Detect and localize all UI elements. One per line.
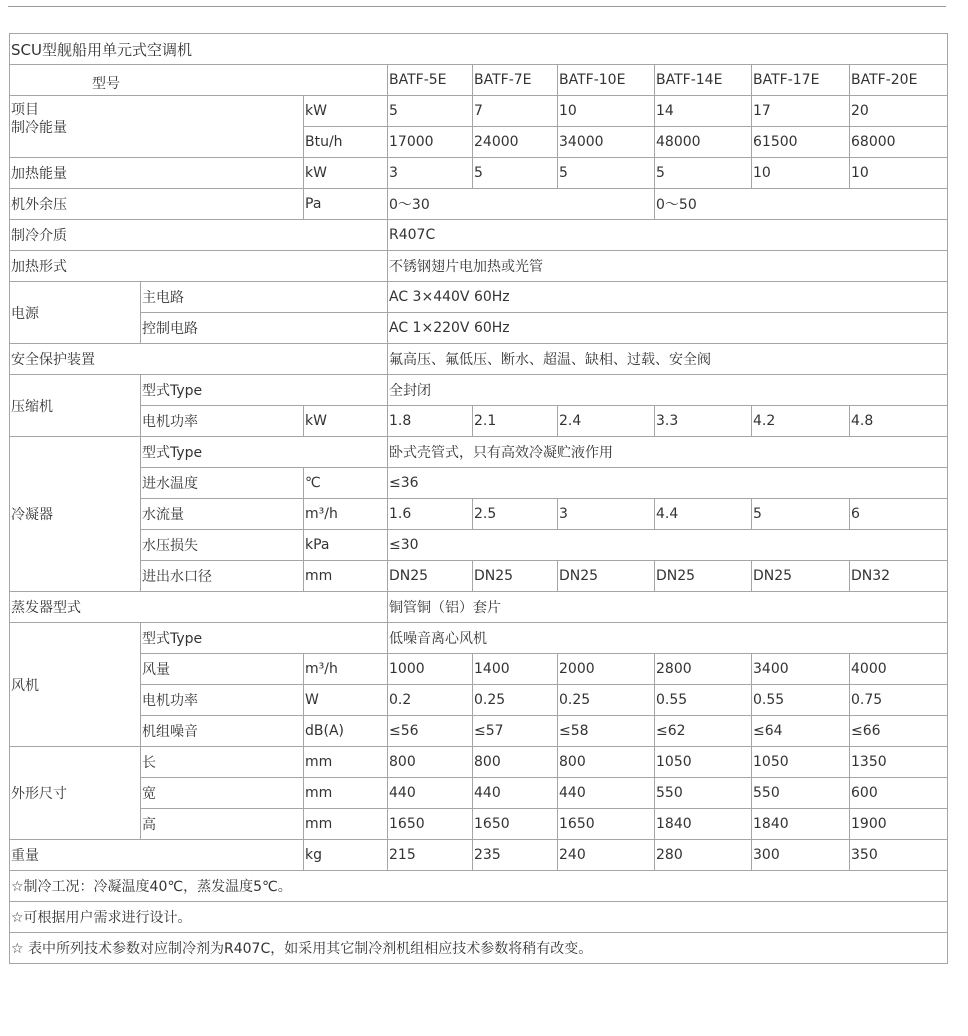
value-cell: 10 (752, 158, 850, 189)
unit-cell: kW (304, 96, 388, 127)
value-cell: 0.55 (752, 685, 850, 716)
unit-cell: Btu/h (304, 127, 388, 158)
value-cell: 48000 (655, 127, 752, 158)
value-cell: AC 1×220V 60Hz (388, 313, 948, 344)
value-cell: 68000 (850, 127, 948, 158)
unit-cell: Pa (304, 189, 388, 220)
value-cell: 2800 (655, 654, 752, 685)
sub-label: 进出水口径 (141, 561, 304, 592)
value-cell: 0～50 (655, 189, 948, 220)
model-name: BATF-5E (388, 65, 473, 96)
table-row (10, 809, 948, 840)
value-cell: 300 (752, 840, 850, 871)
value-cell: 235 (473, 840, 558, 871)
value-cell: AC 3×440V 60Hz (388, 282, 948, 313)
value-cell: 34000 (558, 127, 655, 158)
table-row (10, 623, 948, 654)
table-row (10, 561, 948, 592)
unit-cell: m³/h (304, 499, 388, 530)
value-cell: 17 (752, 96, 850, 127)
unit-cell: kW (304, 406, 388, 437)
value-cell: 7 (473, 96, 558, 127)
value-cell: 1650 (388, 809, 473, 840)
sub-label: 进水温度 (141, 468, 304, 499)
refrigerant-label: 制冷介质 (10, 220, 388, 251)
footnote-row (10, 871, 948, 902)
value-cell: 2000 (558, 654, 655, 685)
value-cell: 氟高压、氟低压、断水、超温、缺相、过载、安全阀 (388, 344, 948, 375)
value-cell: 0.2 (388, 685, 473, 716)
value-cell: 17000 (388, 127, 473, 158)
value-cell: 5 (752, 499, 850, 530)
pressure-label: 机外余压 (10, 189, 304, 220)
value-cell: 铜管铜（铝）套片 (388, 592, 948, 623)
sub-label: 风量 (141, 654, 304, 685)
sub-label: 型式Type (141, 375, 388, 406)
value-cell: 0.25 (558, 685, 655, 716)
value-cell: 600 (850, 778, 948, 809)
value-cell: 卧式壳管式，只有高效冷凝贮液作用 (388, 437, 948, 468)
safety-label: 安全保护装置 (10, 344, 388, 375)
value-cell: 4.8 (850, 406, 948, 437)
value-cell: 1.8 (388, 406, 473, 437)
table-row (10, 158, 948, 189)
model-name: BATF-7E (473, 65, 558, 96)
value-cell: 5 (473, 158, 558, 189)
table-row (10, 778, 948, 809)
value-cell: ≤36 (388, 468, 948, 499)
value-cell: ≤58 (558, 716, 655, 747)
value-cell: 5 (558, 158, 655, 189)
table-row (10, 685, 948, 716)
value-cell: 5 (655, 158, 752, 189)
unit-cell: mm (304, 778, 388, 809)
footnote-refrigerant: ☆ 表中所列技术参数对应制冷剂为R407C，如采用其它制冷剂机组相应技术参数将稍有改变。 (10, 933, 948, 964)
value-cell: 240 (558, 840, 655, 871)
value-cell: 1900 (850, 809, 948, 840)
condenser-label: 冷凝器 (10, 437, 141, 592)
value-cell: 不锈钢翅片电加热或光管 (388, 251, 948, 282)
value-cell: ≤66 (850, 716, 948, 747)
table-row (10, 499, 948, 530)
value-cell: DN25 (655, 561, 752, 592)
footnote-row (10, 933, 948, 964)
unit-cell: W (304, 685, 388, 716)
model-name: BATF-17E (752, 65, 850, 96)
value-cell: ≤62 (655, 716, 752, 747)
value-cell: 0.25 (473, 685, 558, 716)
unit-cell: mm (304, 809, 388, 840)
value-cell: ≤56 (388, 716, 473, 747)
sub-label: 主电路 (141, 282, 388, 313)
evaporator-label: 蒸发器型式 (10, 592, 388, 623)
unit-cell: ℃ (304, 468, 388, 499)
model-name: BATF-10E (558, 65, 655, 96)
value-cell: 1650 (558, 809, 655, 840)
fan-label: 风机 (10, 623, 141, 747)
table-row (10, 716, 948, 747)
value-cell: 24000 (473, 127, 558, 158)
value-cell: ≤30 (388, 530, 948, 561)
table-title: SCU型舰船用单元式空调机 (10, 34, 948, 65)
unit-cell: m³/h (304, 654, 388, 685)
sub-label: 控制电路 (141, 313, 388, 344)
table-row (10, 96, 948, 127)
value-cell: 550 (655, 778, 752, 809)
heating-type-label: 加热形式 (10, 251, 388, 282)
value-cell: 4.2 (752, 406, 850, 437)
value-cell: 1.6 (388, 499, 473, 530)
compressor-label: 压缩机 (10, 375, 141, 437)
value-cell: 全封闭 (388, 375, 948, 406)
value-cell: 4000 (850, 654, 948, 685)
unit-cell: dB(A) (304, 716, 388, 747)
value-cell: 0～30 (388, 189, 655, 220)
unit-cell: mm (304, 561, 388, 592)
table-row (10, 406, 948, 437)
value-cell: R407C (388, 220, 948, 251)
title-row (10, 34, 948, 65)
value-cell: 6 (850, 499, 948, 530)
unit-cell: kW (304, 158, 388, 189)
spec-table (9, 33, 948, 964)
table-row (10, 747, 948, 778)
sub-label: 电机功率 (141, 406, 304, 437)
model-name: BATF-20E (850, 65, 948, 96)
value-cell: 440 (473, 778, 558, 809)
value-cell: 800 (473, 747, 558, 778)
value-cell: 10 (558, 96, 655, 127)
footnote-row (10, 902, 948, 933)
table-row (10, 437, 948, 468)
value-cell: 800 (558, 747, 655, 778)
table-row (10, 654, 948, 685)
table-row (10, 282, 948, 313)
value-cell: 3400 (752, 654, 850, 685)
table-row (10, 375, 948, 406)
value-cell: ≤64 (752, 716, 850, 747)
value-cell: 1000 (388, 654, 473, 685)
table-row (10, 840, 948, 871)
value-cell: 1650 (473, 809, 558, 840)
value-cell: 1050 (752, 747, 850, 778)
value-cell: 低噪音离心风机 (388, 623, 948, 654)
value-cell: 61500 (752, 127, 850, 158)
table-row (10, 220, 948, 251)
dimensions-label: 外形尺寸 (10, 747, 141, 840)
value-cell: 20 (850, 96, 948, 127)
value-cell: 10 (850, 158, 948, 189)
unit-cell: kPa (304, 530, 388, 561)
value-cell: 1840 (752, 809, 850, 840)
table-row (10, 344, 948, 375)
value-cell: ≤57 (473, 716, 558, 747)
value-cell: 350 (850, 840, 948, 871)
value-cell: 1840 (655, 809, 752, 840)
value-cell: 800 (388, 747, 473, 778)
value-cell: 2.4 (558, 406, 655, 437)
unit-cell: mm (304, 747, 388, 778)
sub-label: 高 (141, 809, 304, 840)
value-cell: 0.75 (850, 685, 948, 716)
footnote-working-condition: ☆制冷工况：冷凝温度40℃，蒸发温度5℃。 (10, 871, 948, 902)
table-row (10, 251, 948, 282)
table-row (10, 592, 948, 623)
value-cell: DN25 (558, 561, 655, 592)
table-row (10, 468, 948, 499)
unit-cell: kg (304, 840, 388, 871)
sub-label: 水压损失 (141, 530, 304, 561)
value-cell: 3 (558, 499, 655, 530)
value-cell: 215 (388, 840, 473, 871)
value-cell: 280 (655, 840, 752, 871)
value-cell: DN32 (850, 561, 948, 592)
value-cell: 440 (558, 778, 655, 809)
header-row (10, 65, 948, 96)
value-cell: 3 (388, 158, 473, 189)
sub-label: 长 (141, 747, 304, 778)
value-cell: DN25 (752, 561, 850, 592)
heating-label: 加热能量 (10, 158, 304, 189)
sub-label: 型式Type (141, 623, 388, 654)
model-header-label: 型号 (92, 76, 120, 92)
value-cell: 3.3 (655, 406, 752, 437)
sub-label: 机组噪音 (141, 716, 304, 747)
cooling-label: 制冷能量 (10, 96, 304, 158)
value-cell: 14 (655, 96, 752, 127)
value-cell: 5 (388, 96, 473, 127)
value-cell: DN25 (473, 561, 558, 592)
weight-label: 重量 (10, 840, 304, 871)
value-cell: 440 (388, 778, 473, 809)
value-cell: 2.5 (473, 499, 558, 530)
value-cell: 1050 (655, 747, 752, 778)
sub-label: 水流量 (141, 499, 304, 530)
table-row (10, 189, 948, 220)
value-cell: 4.4 (655, 499, 752, 530)
value-cell: 1400 (473, 654, 558, 685)
table-row (10, 313, 948, 344)
value-cell: 550 (752, 778, 850, 809)
table-row (10, 530, 948, 561)
model-name: BATF-14E (655, 65, 752, 96)
sub-label: 电机功率 (141, 685, 304, 716)
value-cell: DN25 (388, 561, 473, 592)
top-divider (8, 6, 946, 7)
footnote-custom-design: ☆可根据用户需求进行设计。 (10, 902, 948, 933)
value-cell: 1350 (850, 747, 948, 778)
power-label: 电源 (10, 282, 141, 344)
value-cell: 0.55 (655, 685, 752, 716)
sub-label: 宽 (141, 778, 304, 809)
value-cell: 2.1 (473, 406, 558, 437)
item-header-label: 项目 (11, 102, 39, 118)
sub-label: 型式Type (141, 437, 388, 468)
